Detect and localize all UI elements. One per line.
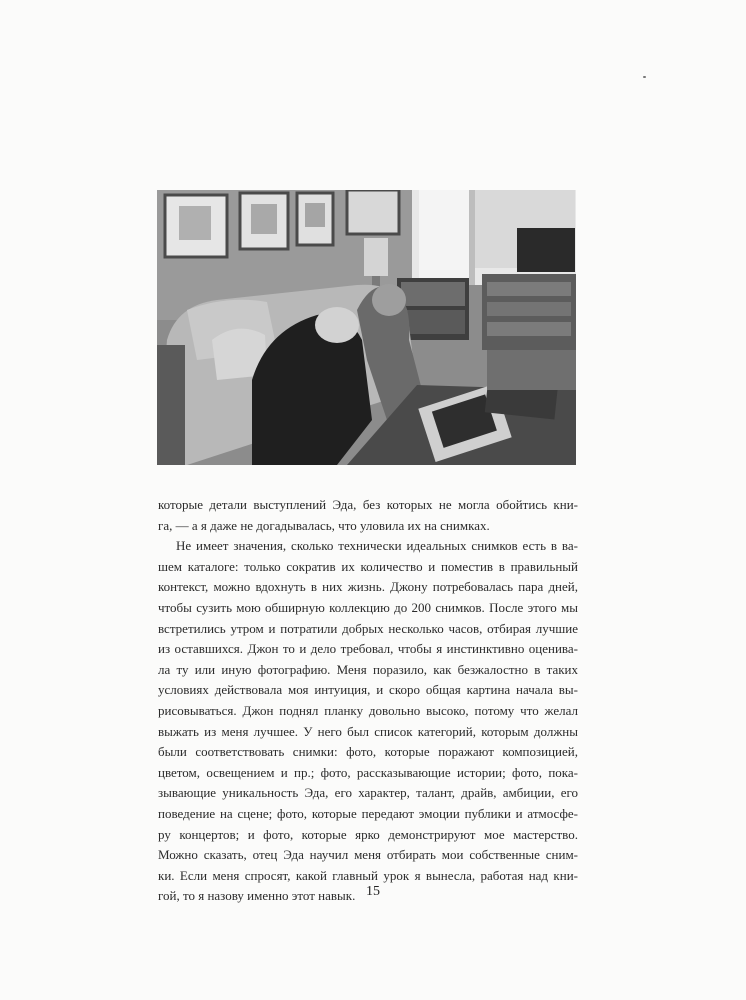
text-line: гой, то я назову именно этот навык. <box>158 888 356 904</box>
text-line: чтобы сузить мою обширную коллекцию до 200 снимков. После этого мы <box>158 599 578 615</box>
text-line: шем каталоге: только сократив их количество и поместив в правильный <box>158 558 578 574</box>
print-speck <box>643 76 646 78</box>
text-line: которые детали выступлений Эда, без которых не могла обойтись кни- <box>158 497 578 512</box>
text-line: Не имеет значения, сколько технически идеальных снимков есть в ва- <box>176 538 578 554</box>
text-line: контекст, можно вдохнуть в них жизнь. Джону потребовалась пара дней, <box>158 579 578 595</box>
text-line: условиях действовала моя интуиция, и скоро общая картина начала вы- <box>158 682 578 698</box>
text-line: ла ту или иную фотографию. Меня поразило, как безжалостно в таких <box>158 661 578 677</box>
text-line: выжать из меня лучшее. У него был список категорий, которым должны <box>158 723 578 739</box>
text-line: ки. Если меня спросят, какой главный урок я вынесла, работая над кни- <box>158 867 578 883</box>
text-line: га, — а я даже не догадывалась, что уловила их на снимках. <box>158 517 490 533</box>
text-line: встретились утром и потратили добрых несколько часов, отбирая лучшие <box>158 620 578 636</box>
text-line: зывающие уникальность Эда, его характер, талант, драйв, амбиции, его <box>158 785 578 801</box>
text-line: ру концертов; и фото, которые ярко демонстрируют мое мастерство. <box>158 826 578 842</box>
text-line: из оставшихся. Джон то и дело требовал, чтобы я инстинктивно оценива- <box>158 641 578 657</box>
page-number: 15 <box>366 884 380 899</box>
text-line: поведение на сцене; фото, которые передают эмоции публики и атмосфе- <box>158 805 578 821</box>
photograph-interior-icon <box>157 190 576 465</box>
text-line: Можно сказать, отец Эда научил меня отбирать мои собственные сним- <box>158 847 578 863</box>
text-line: были соответствовать снимки: фото, которые поражают композицией, <box>158 744 578 760</box>
body-text <box>158 495 578 907</box>
photograph <box>157 190 576 465</box>
text-line: цветом, освещением и пр.; фото, рассказывающие истории; фото, пока- <box>158 764 578 780</box>
text-line: рисовываться. Джон поднял планку довольно высоко, потому что желал <box>158 702 578 718</box>
